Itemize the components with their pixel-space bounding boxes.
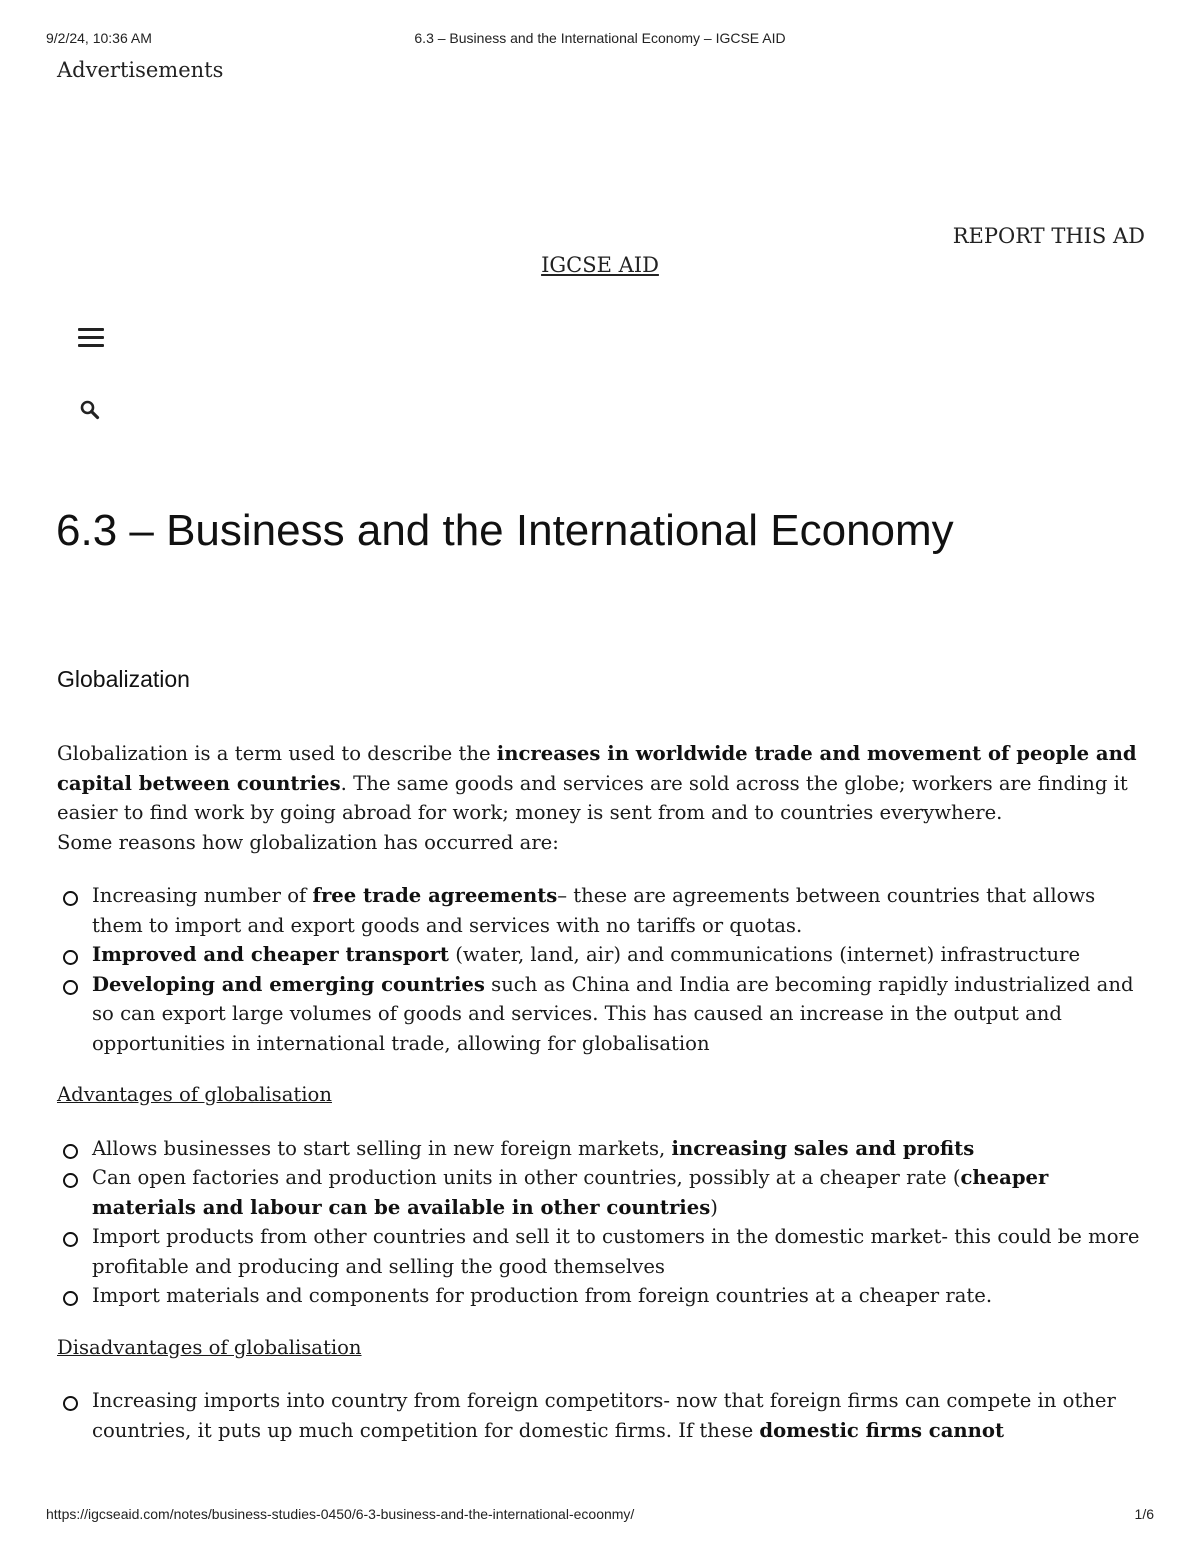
list-item-text: such as China and India are becoming rapidly industrialized and so can export large volumes of goods and services. This has caused an increase in the output and opportunities in international trade, allowing for globalisation bbox=[92, 972, 1134, 1055]
list-item-text: Increasing number of bbox=[92, 884, 313, 907]
list-item bbox=[57, 970, 1147, 1059]
reasons-intro: Some reasons how globalization has occurred are: bbox=[57, 830, 559, 854]
list-item: Import materials and components for production from foreign countries at a cheaper rate. bbox=[57, 1281, 1147, 1311]
disadvantages-list bbox=[57, 1386, 1147, 1445]
print-page-number: 1/6 bbox=[1134, 1506, 1154, 1522]
intro-bold: increases in worldwide trade and movement of people and capital between countries bbox=[57, 742, 1137, 795]
list-item bbox=[57, 1163, 1147, 1222]
list-item-text: Increasing imports into country from foreign competitors- now that foreign firms can compete in other countries, it puts up much competition for domestic firms. If these bbox=[92, 1389, 1116, 1442]
list-item: Import products from other countries and sell it to customers in the domestic market- this could be more profitable and producing and selling the good themselves bbox=[57, 1222, 1147, 1281]
list-item-bold: free trade agreements bbox=[312, 884, 558, 907]
list-item bbox=[57, 1134, 1147, 1164]
page-title: 6.3 – Business and the International Economy bbox=[56, 506, 954, 555]
advertisements-label: Advertisements bbox=[57, 58, 224, 82]
list-item-bold: Improved and cheaper transport bbox=[92, 943, 449, 966]
list-item-bold: Developing and emerging countries bbox=[92, 972, 485, 996]
print-header bbox=[46, 30, 1154, 50]
print-url: https://igcseaid.com/notes/business-studies-0450/6-3-business-and-the-international-ecoonmy/ bbox=[46, 1506, 635, 1522]
list-item-text: ) bbox=[710, 1195, 718, 1219]
list-item-text: Allows businesses to start selling in new foreign markets, bbox=[92, 1136, 672, 1160]
advantages-list bbox=[57, 1134, 1147, 1311]
hamburger-menu-icon[interactable] bbox=[78, 328, 104, 350]
report-ad-link[interactable]: REPORT THIS AD bbox=[952, 224, 1145, 248]
search-icon[interactable] bbox=[78, 398, 102, 422]
list-item-text: (water, land, air) and communications (internet) infrastructure bbox=[448, 943, 1081, 966]
site-title-link[interactable]: IGCSE AID bbox=[541, 253, 659, 277]
list-item bbox=[57, 881, 1147, 940]
list-item-bold: increasing sales and profits bbox=[671, 1136, 975, 1160]
advantages-heading: Advantages of globalisation bbox=[57, 1083, 332, 1106]
list-item bbox=[57, 940, 1147, 970]
section-title-globalization: Globalization bbox=[57, 666, 190, 692]
intro-text: Globalization is a term used to describe the bbox=[57, 742, 497, 765]
print-date: 9/2/24, 10:36 AM bbox=[46, 30, 152, 46]
list-item bbox=[57, 1386, 1147, 1445]
article-content bbox=[57, 739, 1147, 1467]
list-item-bold: domestic firms cannot bbox=[759, 1418, 1005, 1442]
intro-text-end: . The same goods and services are sold across the globe; workers are finding it easier to find work by going abroad for work; money is sent from and to countries everywhere. bbox=[57, 771, 1128, 824]
list-item-text: Can open factories and production units in other countries, possibly at a cheaper rate ( bbox=[92, 1166, 961, 1189]
list-item-bold: cheaper materials and labour can be available in other countries bbox=[92, 1166, 1049, 1219]
print-footer bbox=[46, 1506, 1154, 1526]
list-item-text: – these are agreements between countries that allows them to import and export goods and services with no tariffs or quotas. bbox=[92, 884, 1096, 937]
reasons-list bbox=[57, 881, 1147, 1058]
intro-paragraph bbox=[57, 739, 1147, 828]
disadvantages-heading: Disadvantages of globalisation bbox=[57, 1335, 362, 1359]
print-doc-title: 6.3 – Business and the International Economy – IGCSE AID bbox=[414, 30, 786, 46]
